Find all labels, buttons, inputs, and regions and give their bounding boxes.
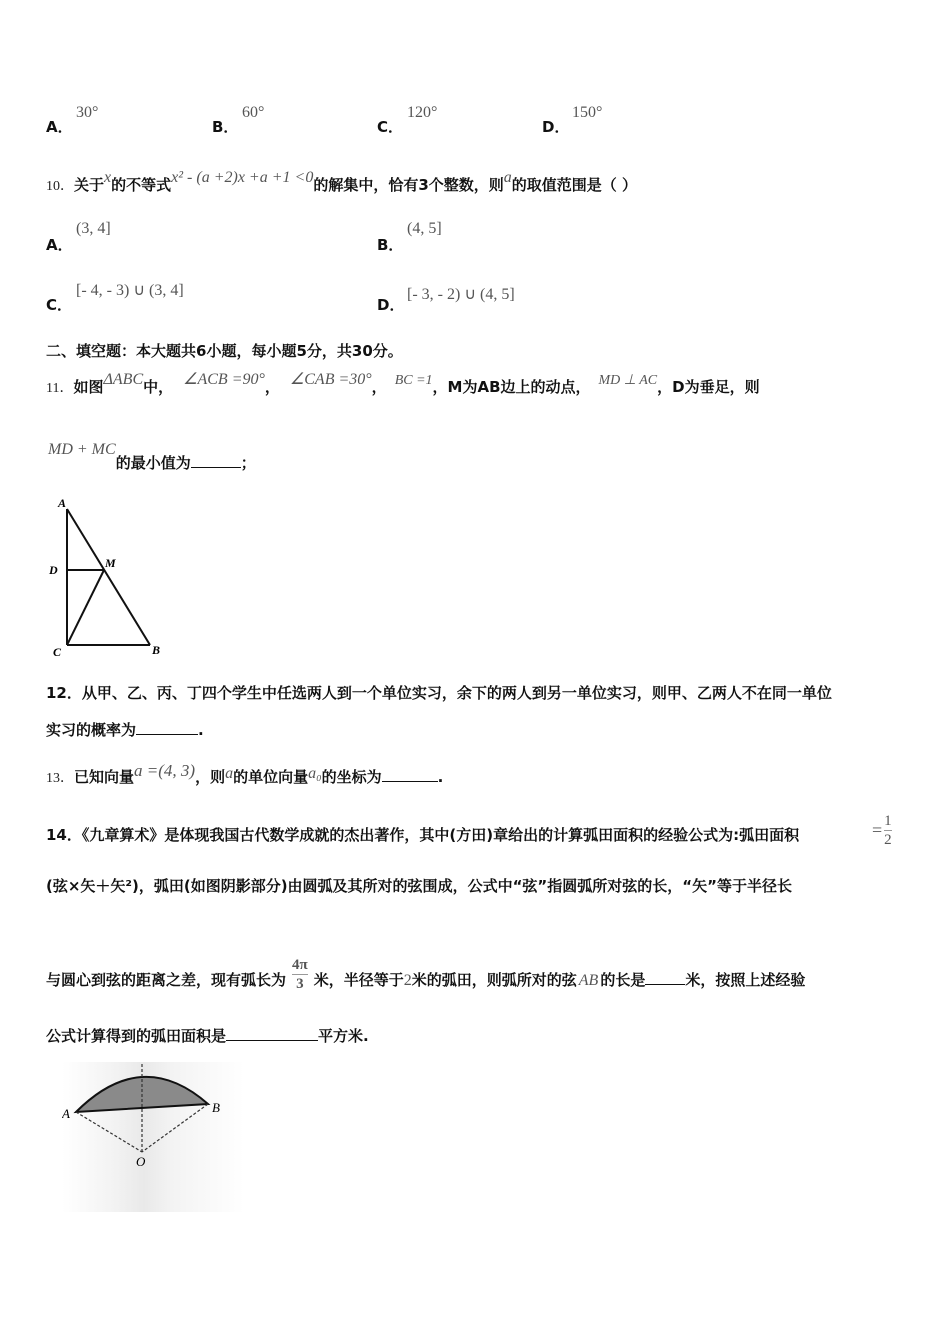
q11-stem xyxy=(46,371,760,397)
q10-text-5: 的取值范围是（ ） xyxy=(511,176,638,194)
segment-mc xyxy=(67,570,104,645)
q10-inequality: x² - (a +2)x +a +1 <0 xyxy=(171,169,314,186)
q13-text-3: 的单位向量 xyxy=(233,768,309,786)
q14-text-3c: 米的弧田，则弧所对的弦 xyxy=(411,971,577,989)
q11-sep-2: ， xyxy=(371,378,387,396)
vertex-label-a: A xyxy=(58,496,67,510)
q13-a0: a₀ xyxy=(308,765,322,782)
radius-oa xyxy=(76,1112,142,1152)
point-label-a: A xyxy=(62,1106,70,1121)
q13-answer-blank[interactable] xyxy=(382,781,438,782)
q11-number: 11． xyxy=(46,381,74,396)
q14-area-blank[interactable] xyxy=(226,1040,318,1041)
option-c-value: 120° xyxy=(407,104,438,121)
arc-field-figure xyxy=(62,1062,244,1212)
q11-stem-2 xyxy=(48,441,256,473)
q11-triangle: ΔABC xyxy=(103,371,144,388)
q10-text-1: 关于 xyxy=(74,176,105,194)
option-a-label[interactable]: A． xyxy=(46,118,73,136)
vertex-label-d: D xyxy=(49,563,58,577)
q14-line-4 xyxy=(46,1025,369,1046)
option-c-label[interactable]: C． xyxy=(377,118,404,136)
fraction-half-numerator: 1 xyxy=(884,813,892,829)
q11-perp: MD ⊥ AC xyxy=(598,373,658,388)
q11-text-5: 的最小值为 xyxy=(115,454,191,472)
q14-text-3d: 的长是 xyxy=(600,971,646,989)
fraction-arc-length xyxy=(292,956,308,993)
arc-field-svg xyxy=(62,1062,244,1212)
fraction-half-denominator: 2 xyxy=(884,832,892,848)
q14-line-2: (弦×矢＋矢²)，弧田(如图阴影部分)由圆弧及其所对的弦围成，公式中“弦”指圆弧所对弦的长，“矢”等于半径长 xyxy=(46,877,792,895)
q13-stem xyxy=(46,761,444,787)
q11-text-2: 中， xyxy=(143,378,174,396)
q13-end: . xyxy=(437,768,444,786)
q14-text-3a: 与圆心到弦的距离之差，现有弧长为 xyxy=(46,971,287,989)
q14-text-4b: 平方米. xyxy=(318,1027,369,1045)
q13-text-2: ，则 xyxy=(195,768,226,786)
option-a-value: 30° xyxy=(76,104,99,121)
q12-text: 实习的概率为 xyxy=(46,721,137,739)
option-d-label[interactable]: D． xyxy=(542,118,570,136)
q10-option-d-value: [- 3, - 2) ∪ (4, 5] xyxy=(407,286,515,303)
q10-option-b-value: (4, 5] xyxy=(407,220,442,237)
q14-text-4a: 公式计算得到的弧田面积是 xyxy=(46,1027,227,1045)
q14-chord-blank[interactable] xyxy=(645,984,685,985)
q10-var-x: x xyxy=(104,169,112,186)
q14-equals: = xyxy=(872,820,883,840)
q11-text-6: ； xyxy=(240,454,256,472)
option-d-value: 150° xyxy=(572,104,603,121)
point-label-b: B xyxy=(212,1100,220,1115)
q13-text-4: 的坐标为 xyxy=(321,768,382,786)
q11-angle-cab: ∠CAB =30° xyxy=(289,371,372,388)
q14-radius: 2 xyxy=(403,972,412,989)
q10-option-a-value: (3, 4] xyxy=(76,220,111,237)
option-b-label[interactable]: B． xyxy=(212,118,239,136)
q14-text-3e: 米，按照上述经验 xyxy=(685,971,806,989)
fraction-half xyxy=(884,812,892,849)
q10-option-b-label[interactable]: B． xyxy=(377,236,404,254)
q11-sep-1: ， xyxy=(264,378,280,396)
q14-text-3b: 米，半径等于 xyxy=(313,971,404,989)
q11-text-3: ，M为AB边上的动点， xyxy=(432,378,591,396)
q14-chord: AB xyxy=(578,972,599,989)
q12-line-1: 12．从甲、乙、丙、丁四个学生中任选两人到一个单位实习，余下的两人到另一单位实习，则甲、乙两人不在同一单位 xyxy=(46,684,832,702)
q10-text-2: 的不等式 xyxy=(111,176,172,194)
fraction-arc-denominator: 3 xyxy=(296,976,304,992)
q12-answer-blank[interactable] xyxy=(136,734,198,735)
q14-half-formula xyxy=(872,812,892,849)
q12-line-2 xyxy=(46,719,204,740)
edge-ab xyxy=(67,509,150,645)
fraction-arc-numerator: 4π xyxy=(292,957,308,973)
q13-vector: a =(4, 3) xyxy=(134,761,196,780)
q10-option-c-value: [- 4, - 3) ∪ (3, 4] xyxy=(76,282,184,299)
vertex-label-b: B xyxy=(152,643,161,657)
q13-text-1: 已知向量 xyxy=(74,768,135,786)
q11-bc: BC =1 xyxy=(394,373,433,388)
q14-line-3 xyxy=(46,957,806,999)
q12-end: . xyxy=(198,721,204,739)
q10-stem xyxy=(46,169,638,195)
q10-option-d-label[interactable]: D． xyxy=(377,296,405,314)
q10-count: 3 xyxy=(418,176,429,194)
q10-option-c-label[interactable]: C． xyxy=(46,296,73,314)
q11-angle-acb: ∠ACB =90° xyxy=(183,371,265,388)
q10-text-4: 个整数，则 xyxy=(428,176,504,194)
q11-text-1: 如图 xyxy=(73,378,104,396)
q10-option-a-label[interactable]: A． xyxy=(46,236,73,254)
q10-text-3: 的解集中，恰有 xyxy=(313,176,419,194)
q10-number: 10． xyxy=(46,179,74,194)
q13-var-a: a xyxy=(225,765,234,782)
point-label-o: O xyxy=(136,1154,146,1169)
q14-line-1: 14．《九章算术》是体现我国古代数学成就的杰出著作，其中(方田)章给出的计算弧田面积的经验公式为:弧田面积 xyxy=(46,826,800,844)
q11-expression: MD + MC xyxy=(48,441,116,458)
q13-number: 13． xyxy=(46,771,74,786)
q10-var-a: a xyxy=(503,169,512,186)
radius-ob xyxy=(142,1104,208,1152)
triangle-figure xyxy=(44,495,169,665)
vertex-label-c: C xyxy=(53,645,62,659)
q11-text-4: ，D为垂足，则 xyxy=(657,378,760,396)
vertex-label-m: M xyxy=(105,556,116,570)
option-b-value: 60° xyxy=(242,104,265,121)
section-heading: 二、填空题：本大题共6小题，每小题5分，共30分。 xyxy=(46,342,403,360)
q11-answer-blank[interactable] xyxy=(191,467,241,468)
